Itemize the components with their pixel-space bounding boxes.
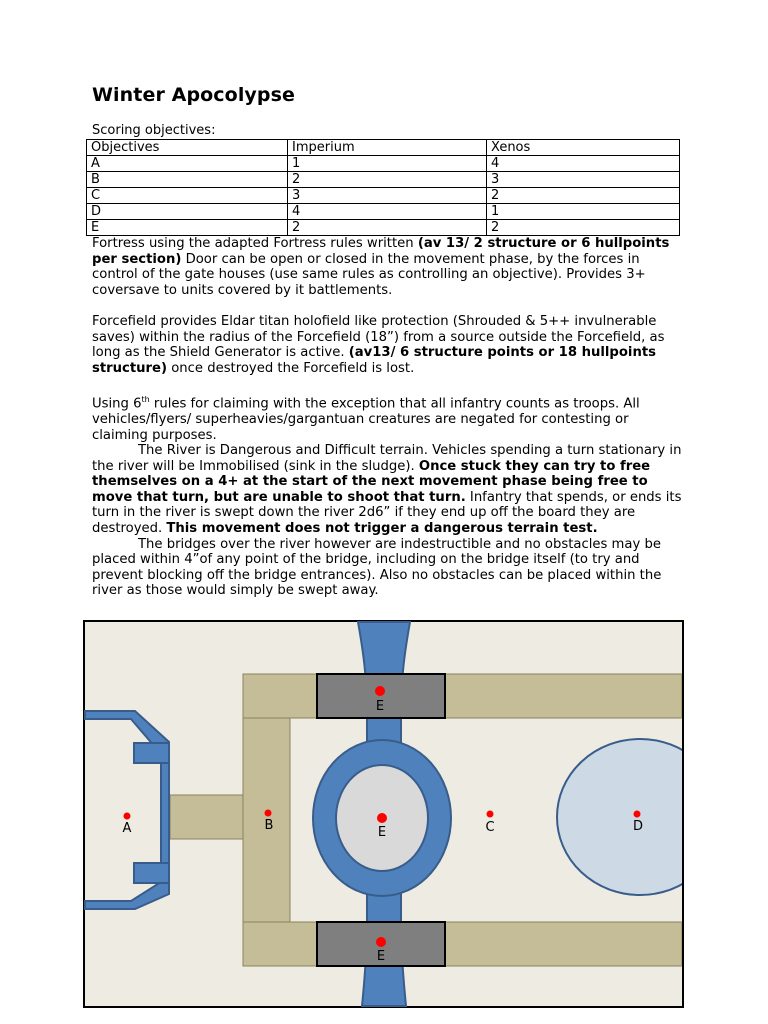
table-header: Imperium <box>288 140 487 156</box>
table-row <box>87 220 680 236</box>
forcefield-paragraph <box>92 314 682 376</box>
table-cell: 3 <box>288 188 487 204</box>
text-run-bold: Once stuck they can try to free themselves on a 4+ at the start of the next movement phase being free to move that turn, but are unable to shoot that turn. <box>92 458 651 505</box>
text-run: The bridges over the river however are indestructible and no obstacles may be placed within 4”of any point of the bridge, including on the bridge itself (to try and prevent blocking off the bridge entrances). Also no obstacles can be placed within the river as those would simply be swept away. <box>92 536 662 599</box>
table-header-row <box>87 140 680 156</box>
text-run: Infantry that spends, or ends its turn in the river is swept down the river 2d6” if they end up off the board they are destroyed. <box>92 489 682 537</box>
objective-c-marker <box>487 811 494 818</box>
table-cell: 2 <box>487 188 680 204</box>
text-run: once destroyed the Forcefield is lost. <box>167 360 415 376</box>
text-run-bold: This movement does not trigger a dangerous terrain test. <box>166 521 598 537</box>
objective-b-label: B <box>264 818 274 833</box>
objectives-table <box>86 139 680 236</box>
table-cell: 4 <box>288 204 487 220</box>
text-run: Fortress using the adapted Fortress rules written <box>92 236 418 251</box>
left-channel-block <box>134 743 169 763</box>
table-row <box>87 172 680 188</box>
text-run-bold: (av 13/ 2 structure or 6 hullpoints per section) <box>92 236 670 267</box>
scoring-label: Scoring objectives: <box>92 123 216 138</box>
objective-e-center-label: E <box>377 825 387 840</box>
table-cell: E <box>87 220 288 236</box>
bridges-paragraph <box>92 537 682 599</box>
table-cell: B <box>87 172 288 188</box>
rules-paragraph <box>92 392 682 443</box>
table-row <box>87 156 680 172</box>
table-cell: D <box>87 204 288 220</box>
text-sup: th <box>141 394 150 404</box>
fortress-wall-top <box>243 674 682 718</box>
table-cell: 2 <box>487 220 680 236</box>
objective-e-top-label: E <box>375 699 385 714</box>
objective-a-marker <box>124 813 131 820</box>
rules-text <box>92 236 682 599</box>
text-run: Door can be open or closed in the movement phase, by the forces in control of the gate houses (use same rules as controlling an objective). Provides 3+ coversave to units covered by it battlements. <box>92 251 646 298</box>
objective-c-label: C <box>485 820 495 835</box>
objective-e-bottom-marker <box>376 937 386 947</box>
fortress-wall-bottom <box>243 922 682 966</box>
text-run: Using 6 <box>92 396 142 412</box>
objective-d-marker <box>634 811 641 818</box>
table-cell: C <box>87 188 288 204</box>
river-paragraph <box>92 443 682 537</box>
objective-a-label: A <box>122 821 132 836</box>
objective-e-top-marker <box>375 686 385 696</box>
battlefield-map <box>83 620 685 1010</box>
text-run: rules for claiming with the exception that all infantry counts as troops. All vehicles/flyers/ superheavies/gargantuan creatures are negated for contesting or claiming purposes. <box>92 396 640 443</box>
table-header: Xenos <box>487 140 680 156</box>
objective-e-center-marker <box>377 813 387 823</box>
table-cell: 4 <box>487 156 680 172</box>
text-run-bold: (av13/ 6 structure points or 18 hullpoints structure) <box>92 345 656 376</box>
table-cell: 1 <box>487 204 680 220</box>
table-row <box>87 188 680 204</box>
table-cell: 3 <box>487 172 680 188</box>
fortress-causeway <box>170 795 243 839</box>
objective-d-label: D <box>632 819 644 834</box>
table-cell: 1 <box>288 156 487 172</box>
fortress-paragraph <box>92 236 682 298</box>
table-header: Objectives <box>87 140 288 156</box>
objective-e-bottom-label: E <box>376 949 386 964</box>
text-run: The River is Dangerous and Difficult terrain. Vehicles spending a turn stationary in the river will be Immobilised (sink in the sludge). <box>92 443 682 474</box>
text-run: Forcefield provides Eldar titan holofield like protection (Shrouded & 5++ invulnerable saves) within the radius of the Forcefield (18”) from a source outside the Forcefield, as long as the Shield Generator is active. <box>92 313 665 361</box>
objective-b-marker <box>265 810 272 817</box>
document-title: Winter Apocolypse <box>92 84 296 106</box>
table-cell: 2 <box>288 220 487 236</box>
table-cell: A <box>87 156 288 172</box>
table-cell: 2 <box>288 172 487 188</box>
table-row <box>87 204 680 220</box>
left-channel-block <box>134 863 169 883</box>
